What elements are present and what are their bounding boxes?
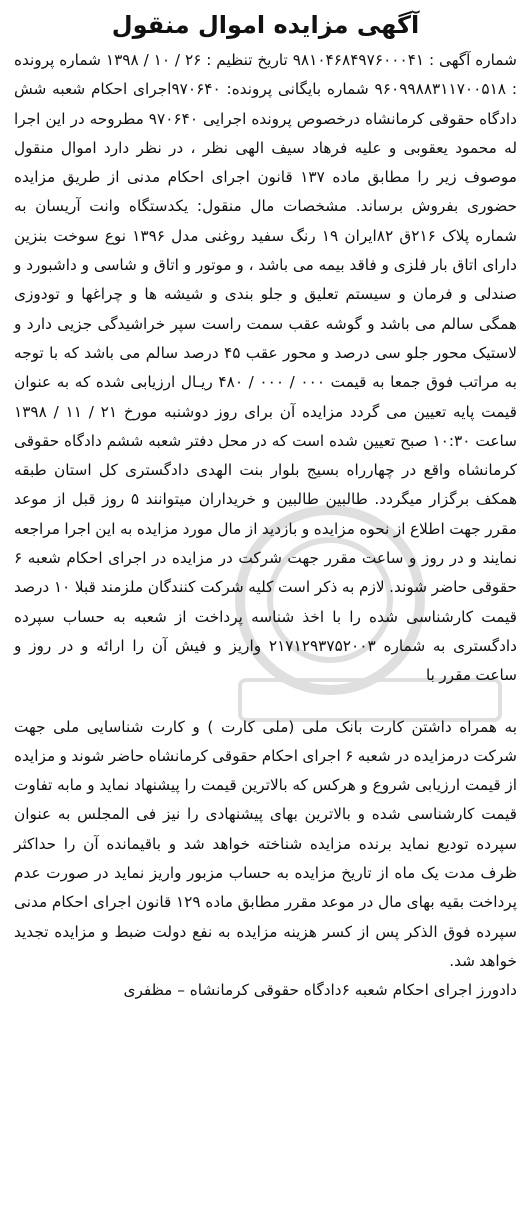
notice-title: آگهی مزایده اموال منقول bbox=[111, 11, 420, 39]
notice-body-continued: به همراه داشتن کارت بانک ملی (ملی کارت ) و کارت شناسایی ملی جهت شرکت درمزایده در شعبه ۶ اجرای احکام حقوقی کرمانشاه حاضر شوند و مزایده از قیمت ارزیابی شروع و هرکس که بالاترین قیمت را پیشنهاد نماید و مابه تفاوت قیمت کارشناسی شده و بالاترین بهای پیشنهادی را نیز فی المجلس به عنوان سپرده تودیع نماید برنده مزایده شناخته خواهد شد و باقیمانده آن را حداکثر ظرف مدت یک ماه از تاریخ مزایده به حساب مزبور واریز نماید در صورت عدم پرداخت بقیه بهای مال در موعد مقرر مطابق ماده ۱۲۹ قانون اجرای احکام مدنی سپرده فوق الذکر پس از کسر هزینه مزایده به نفع دولت ضبط و مزایده تجدید خواهد شد. bbox=[14, 717, 518, 970]
paragraph-gap bbox=[14, 691, 517, 713]
notice-signature: دادورز اجرای احکام شعبه ۶دادگاه حقوقی کرمانشاه – مظفری bbox=[123, 981, 517, 1000]
notice-body: شماره آگهی : ۹۸۱۰۴۶۸۴۹۷۶۰۰۰۴۱ تاریخ تنظیم : ۲۶ / ۱۰ / ۱۳۹۸ شماره پرونده : ۹۶۰۹۹۸۸۳۱۱۷۰۰۵۱۸ شماره بایگانی پرونده: ۹۷۰۶۴۰اجرای احکام شعبه شش دادگاه حقوقی کرمانشاه درخصوص پرونده اجرایی ۹۷۰۶۴۰ مطروحه در این اجرا له محمود یعقوبی و علیه فرهاد سیف الهی نظر ، در نظر دارد اموال منقول موصوف زیر را مطابق ماده ۱۳۷ قانون اجرای احکام مدنی از طریق مزایده حضوری بفروش برساند. مشخصات مال منقول: یکدستگاه وانت آریسان به شماره پلاک ۲۱۶ق ۸۲ایران ۱۹ رنگ سفید روغنی مدل ۱۳۹۶ نوع سوخت بنزین دارای اتاق بار فلزی و فاقد بیمه می باشد ، و موتور و اتاق و شاسی و داشبورد و صندلی و فرمان و سیستم تعلیق و جلو بندی و شیشه ها و چراغها و تودوزی همگی سالم می باشد و گوشه عقب سمت راست سپر خراشیدگی جزیی دارد و لاستیک محور جلو سی درصد و محور عقب ۴۵ درصد سالم می باشد که با توجه به مراتب فوق جمعا به قیمت ۰۰۰ / ۰۰۰ / ۴۸۰ ریـال ارزیابی شده که به عنوان قیمت پایه تعیین می گردد مزایده آن برای روز دوشنبه مورخ ۲۱ / ۱۱ / ۱۳۹۸ ساعت ۱۰:۳۰ صبح تعیین شده است که در محل دفتر شعبه ششم دادگاه حقوقی کرمانشاه واقع در چهارراه بسیج بلوار بنت الهدی دادگستری کل استان طبقه همکف برگزار میگردد. طالبین طالبین و خریداران میتوانند ۵ روز قبل از موعد مقرر جهت اطلاع از نحوه مزایده و بازدید از مال مورد مزایده به این اجرا مراجعه نمایند و در روز و ساعت مقرر جهت شرکت در مزایده در اجرای احکام شعبه ۶ حقوقی حاضر شوند. لازم به ذکر است کلیه شرکت کنندگان ملزمند قبلا ۱۰ درصد قیمت کارشناسی شده را با اخذ شناسه پرداخت از شعبه به حساب سپرده دادگستری به شماره ۲۱۷۱۲۹۳۷۵۲۰۰۳ واریز و فیش آن را ارائه و در روز و ساعت مقرر با bbox=[14, 51, 518, 685]
